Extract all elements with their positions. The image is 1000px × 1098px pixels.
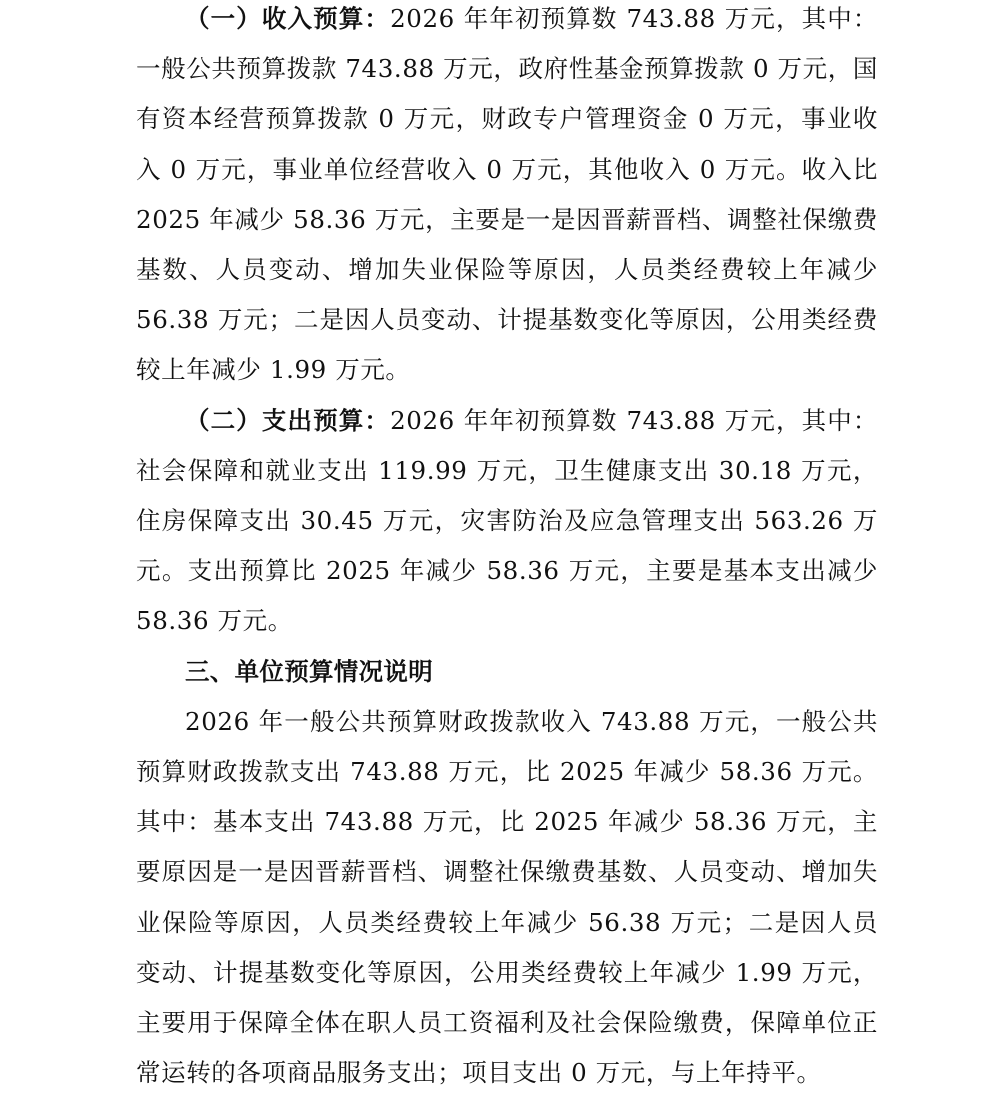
income-budget-text: 2026 年年初预算数 743.88 万元，其中：一般公共预算拨款 743.88 万元，政府性基金预算拨款 0 万元，国有资本经营预算拨款 0 万元，财政专户管理资金 0 万元，事业收入 0 万元，事业单位经营收入 0 万元，其他收入 0 万元。收入比 2025 年减少 58.36 万元，主要是一是因晋薪晋档、调整社保缴费基数、人员变动、增加失业保险等原因，人员类经费较上年减少 56.38 万元；二是因人员变动、计提基数变化等原因，公用类经费较上年减少 1.99 万元。 [136, 4, 878, 385]
income-budget-paragraph [136, 0, 878, 396]
document-page [136, 0, 878, 1088]
expenditure-budget-label: （二）支出预算： [185, 405, 391, 435]
expenditure-budget-text: 2026 年年初预算数 743.88 万元，其中：社会保障和就业支出 119.99 万元，卫生健康支出 30.18 万元，住房保障支出 30.45 万元，灾害防治及应急管理支出 563.26 万元。支出预算比 2025 年减少 58.36 万元，主要是基本支出减少 58.36 万元。 [136, 405, 878, 636]
section-heading: 三、单位预算情况说明 [185, 656, 433, 686]
expenditure-budget-paragraph [136, 396, 878, 647]
income-budget-label: （一）收入预算： [185, 4, 391, 33]
section-body-paragraph: 2026 年一般公共预算财政拨款收入 743.88 万元，一般公共预算财政拨款支出 743.88 万元，比 2025 年减少 58.36 万元。其中：基本支出 743.88 万元，比 2025 年减少 58.36 万元，主要原因是一是因晋薪晋档、调整社保缴费基数、人员变动、增加失业保险等原因，人员类经费较上年减少 56.38 万元；二是因人员变动、计提基数变化等原因，公用类经费较上年减少 1.99 万元，主要用于保障全体在职人员工资福利及社会保险缴费，保障单位正常运转的各项商品服务支出；项目支出 0 万元，与上年持平。 [136, 706, 878, 1088]
